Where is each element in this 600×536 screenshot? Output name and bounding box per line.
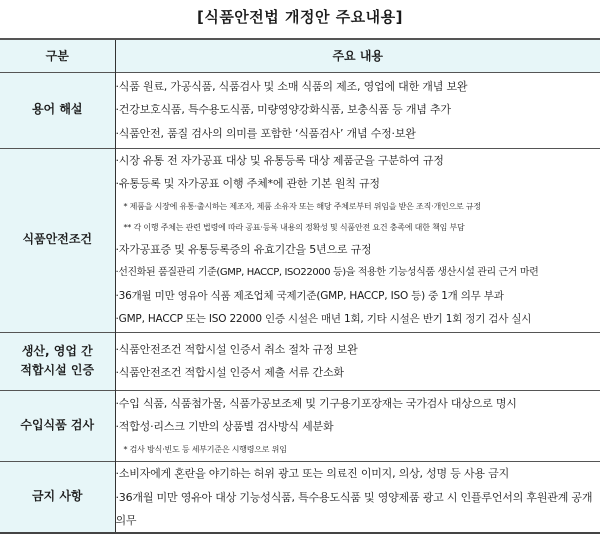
row-content [115,72,600,148]
row-category-line: 적합시설 인증 [20,363,95,377]
list-item: ·식품안전조건 적합시설 인증서 취소 절차 규정 보완 [115,342,358,356]
list-item: ·유통등록 및 자가공표 이행 주체*에 관한 기본 원칙 규정 [115,177,380,190]
row-content [115,390,600,461]
list-item: ·식품안전조건 적합시설 인증서 제출 서류 간소화 [115,366,344,379]
row-category: 식품안전조건 [0,148,115,332]
header-content: 주요 내용 [332,49,384,64]
list-item: ·36개월 미만 영유아 식품 제조업체 국제기준(GMP, HACCP, ISO 등) 중 1개 의무 부과 [115,289,504,302]
document-title: [식품안전법 개정안 주요내용] [196,8,404,26]
footnote: * 검사 방식·빈도 등 세부기준은 시행령으로 위임 [123,444,287,454]
table-row-import-inspection [0,390,600,461]
table-row-facility-certification [0,332,600,390]
list-item: ·GMP, HACCP 또는 ISO 22000 인증 시설은 매년 1회, 기타 시설은 반기 1회 정기 검사 실시 [115,313,532,325]
table-row-safety-conditions [0,148,600,332]
row-category-line: 생산, 영업 간 [21,343,93,358]
amendment-summary-table [0,38,600,534]
list-item: ·시장 유통 전 자가공표 대상 및 유통등록 대상 제품군을 구분하여 규정 [115,153,444,167]
footnote: * 제품을 시장에 유통·출시하는 제조자, 제품 소유자 또는 해당 주체로부터 위임을 받은 조직·개인으로 규정 [123,201,481,211]
row-category [0,332,115,390]
list-item: ·건강보호식품, 특수용도식품, 미량영양강화식품, 보충식품 등 개념 추가 [115,103,451,117]
row-category: 용어 해설 [0,72,115,148]
row-category: 금지 사항 [0,461,115,533]
list-item: ·선진화된 품질관리 기준(GMP, HACCP, ISO22000 등)을 적용한 기능성식품 생산시설 관리 근거 마련 [115,267,539,278]
row-content [115,332,600,390]
table-row-terms [0,72,600,148]
list-item: ·적합성·리스크 기반의 상품별 검사방식 세분화 [115,420,334,433]
list-item: ·소비자에게 혼란을 야기하는 허위 광고 또는 의료진 이미지, 의상, 성명 등 사용 금지 [115,467,510,480]
row-content [115,148,600,332]
list-item: ·식품 원료, 가공식품, 식품검사 및 소매 식품의 제조, 영업에 대한 개념 보완 [115,79,468,93]
table-header-row [0,39,600,72]
list-item: ·식품안전, 품질 검사의 의미를 포함한 ‘식품검사’ 개념 수정·보완 [115,126,416,140]
list-item: ·수입 식품, 식품첨가물, 식품가공보조제 및 기구용기포장재는 국가검사 대상으로 명시 [115,396,517,410]
header-category: 구분 [0,39,115,72]
footnote: ** 각 이행 주체는 관련 법령에 따라 공표·등록 내용의 정확성 및 식품안전 요건 충족에 대한 책임 부담 [123,222,465,232]
list-item: ·36개월 미만 영유아 대상 기능성식품, 특수용도식품 및 영양제품 광고 시 인플루언서의 후원관계 공개 의무 [115,490,593,527]
row-content [115,461,600,533]
list-item: ·자가공표증 및 유통등록증의 유효기간을 5년으로 규정 [115,242,372,256]
table-row-prohibitions [0,461,600,533]
row-category: 수입식품 검사 [0,390,115,461]
